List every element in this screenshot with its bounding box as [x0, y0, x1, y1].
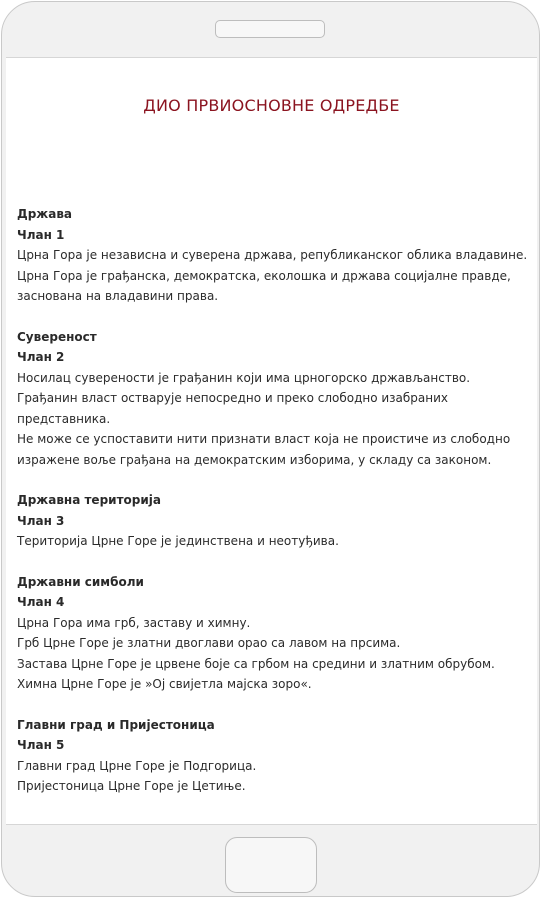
constitution-text: [17, 204, 531, 797]
article-line: Главни град Црне Горе је Подгорица.: [17, 758, 257, 773]
article-line: Носилац суверености је грађанин који има црногорско држављанство.: [17, 370, 471, 385]
section-title: Сувереност: [17, 329, 97, 344]
article-line: Црна Гора има грб, заставу и химну.: [17, 615, 251, 630]
article-line: Застава Црне Горе је црвене боје са грбом на средини и златним обрубом.: [17, 656, 495, 671]
article-line: Црна Гора је независна и суверена држава, републиканског облика владавине.: [17, 248, 528, 262]
article-section: [17, 490, 531, 552]
phone-frame: [1, 1, 540, 897]
article-line: Црна Гора је грађанска, демократска, еколошка и држава социјалне правде, заснована на владавини права.: [17, 268, 511, 303]
article-number: Члан 4: [17, 595, 65, 609]
article-number: Члан 1: [17, 227, 65, 242]
home-button[interactable]: [225, 837, 317, 893]
article-section: [17, 572, 531, 695]
section-title: Држава: [17, 207, 73, 221]
section-title: Државни симболи: [17, 574, 144, 589]
article-number: Члан 3: [17, 513, 65, 528]
article-line: Химна Црне Горе је »Ој свијетла мајска зоро«.: [17, 677, 312, 691]
phone-speaker: [215, 20, 325, 38]
section-title: Главни град и Пријестоница: [17, 717, 215, 732]
article-line: Пријестоница Црне Горе је Цетиње.: [17, 779, 246, 793]
article-section: [17, 327, 531, 471]
article-line: Не може се успоставити нити признати власт која не проистиче из слободно изражене воље грађана на демократским изборима, у складу са законом.: [17, 432, 511, 467]
article-number: Члан 2: [17, 350, 65, 364]
section-title: Државна територија: [17, 493, 161, 507]
article-number: Члан 5: [17, 738, 65, 752]
article-section: [17, 204, 531, 307]
page-title: ДИО ПРВИОСНОВНЕ ОДРЕДБЕ: [143, 96, 400, 115]
phone-screen: [6, 57, 537, 825]
article-line: Грб Црне Горе је златни двоглави орао са лавом на прсима.: [17, 636, 401, 650]
article-line: Грађанин власт остварује непосредно и преко слободно изабраних представника.: [17, 391, 449, 426]
article-section: [17, 715, 531, 797]
article-line: Територија Црне Горе је јединствена и неотуђива.: [17, 534, 339, 548]
